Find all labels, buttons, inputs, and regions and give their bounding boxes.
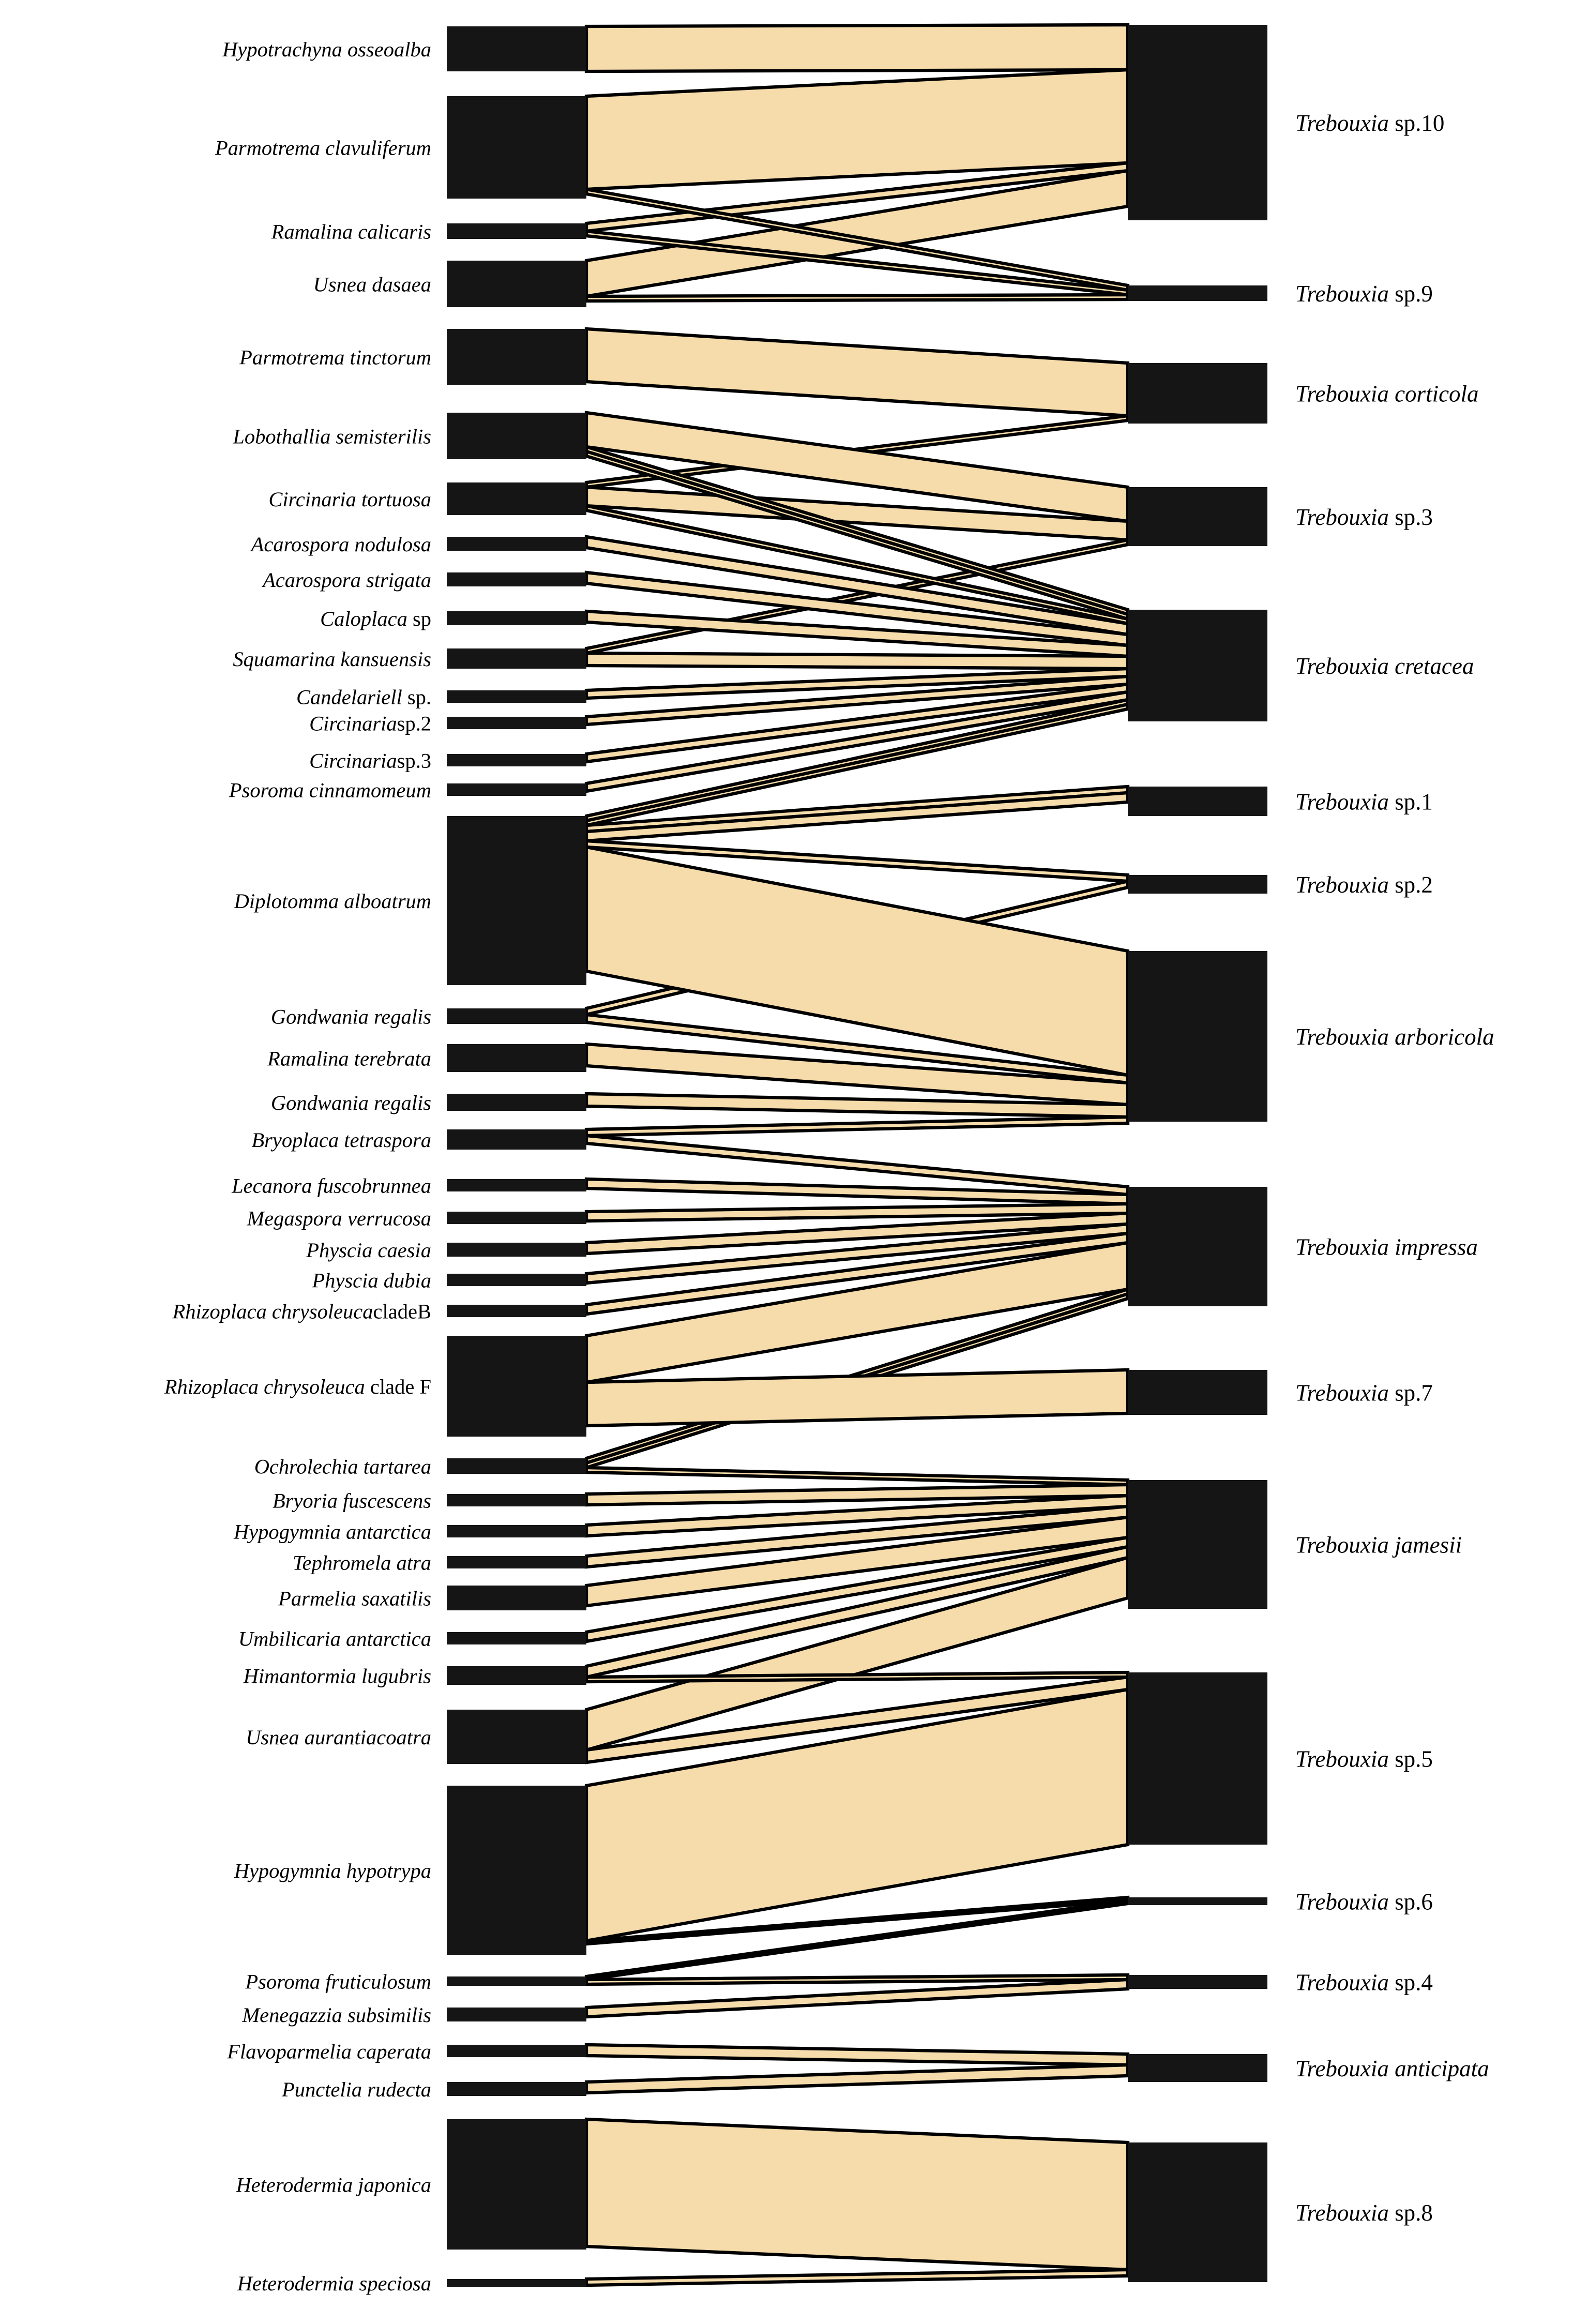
label-italic-part: Trebouxia bbox=[1295, 789, 1395, 815]
label-italic-part: Menegazzia subsimilis bbox=[242, 2003, 431, 2027]
left-node-bar-rhiz_b bbox=[447, 1305, 586, 1317]
left-node-bar-lecanora bbox=[447, 1179, 586, 1191]
label-italic-part: Trebouxia bbox=[1295, 2200, 1395, 2226]
left-node-bar-caloplaca bbox=[447, 611, 586, 625]
left-node-bar-acar_nod bbox=[447, 537, 586, 551]
left-node-label-parm_clav bbox=[215, 137, 431, 160]
label-italic-part: Trebouxia bbox=[1295, 110, 1395, 137]
label-italic-part: Caloplaca bbox=[320, 607, 413, 631]
left-node-bar-ram_cal bbox=[447, 223, 586, 239]
label-italic-part: Squamarina kansuensis bbox=[233, 647, 431, 671]
left-node-label-candelariell bbox=[296, 686, 431, 709]
label-italic-part: Lecanora fuscobrunnea bbox=[232, 1174, 431, 1198]
label-italic-part: Rhizoplaca chrysoleuca bbox=[164, 1375, 370, 1399]
label-roman-part: sp.5 bbox=[1395, 1746, 1433, 1772]
left-node-bar-phys_dubia bbox=[447, 1274, 586, 1286]
label-italic-part: Hypotrachyna osseoalba bbox=[222, 38, 431, 62]
label-italic-part: Parmotrema clavuliferum bbox=[215, 136, 431, 160]
right-node-label-cretacea bbox=[1295, 653, 1474, 679]
left-node-bar-megaspora bbox=[447, 1212, 586, 1224]
left-node-bar-ochrolechia bbox=[447, 1458, 586, 1474]
left-node-bar-usnea_das bbox=[447, 261, 586, 307]
label-italic-part: Acarospora nodulosa bbox=[251, 533, 431, 556]
label-italic-part: Circinaria bbox=[309, 712, 397, 735]
label-italic-part: Heterodermia japonica bbox=[236, 2173, 431, 2197]
label-italic-part: Trebouxia bbox=[1295, 1380, 1395, 1406]
right-node-bar-corticola bbox=[1128, 363, 1267, 424]
flow-ribbon-usnea_das-sp9 bbox=[586, 295, 1128, 301]
left-node-bar-psor_frut bbox=[447, 1976, 586, 1986]
left-node-label-usnea_das bbox=[313, 273, 431, 296]
left-node-bar-circ_sp3 bbox=[447, 754, 586, 766]
label-italic-part: Usnea dasaea bbox=[313, 273, 431, 296]
left-node-label-psor_cinn bbox=[229, 779, 431, 802]
right-node-label-sp2 bbox=[1295, 872, 1433, 898]
right-node-bar-sp9 bbox=[1128, 285, 1267, 301]
label-italic-part: Trebouxia bbox=[1295, 504, 1395, 531]
label-italic-part: Trebouxia impressa bbox=[1295, 1234, 1478, 1260]
flow-ribbon-hyp_oss-sp10 bbox=[586, 25, 1128, 71]
label-italic-part: Tephromela atra bbox=[292, 1551, 431, 1575]
label-italic-part: Punctelia rudecta bbox=[281, 2078, 431, 2102]
left-node-label-rhiz_b bbox=[172, 1300, 432, 1323]
label-roman-part: clade F bbox=[370, 1375, 431, 1399]
right-node-label-sp9 bbox=[1295, 281, 1433, 307]
right-node-label-sp8 bbox=[1295, 2200, 1433, 2226]
left-node-bar-squamarina bbox=[447, 648, 586, 669]
label-italic-part: Trebouxia anticipata bbox=[1295, 2056, 1489, 2082]
label-roman-part: sp.3 bbox=[1395, 504, 1433, 531]
label-italic-part: Lobothallia semisterilis bbox=[233, 425, 431, 448]
left-node-label-hyp_oss bbox=[222, 38, 431, 61]
label-italic-part: Ochrolechia tartarea bbox=[254, 1455, 431, 1478]
left-node-label-psor_frut bbox=[245, 1970, 431, 1994]
left-node-bar-menegazzia bbox=[447, 2008, 586, 2021]
label-italic-part: Trebouxia bbox=[1295, 1746, 1395, 1772]
left-node-bar-flavoparmelia bbox=[447, 2045, 586, 2057]
label-roman-part: cladeB bbox=[373, 1300, 431, 1323]
right-node-bar-sp7 bbox=[1128, 1370, 1267, 1415]
left-node-label-gondwania1 bbox=[271, 1005, 431, 1029]
label-roman-part: sp bbox=[412, 607, 431, 631]
label-italic-part: Ramalina terebrata bbox=[267, 1047, 431, 1070]
left-node-label-circ_sp2 bbox=[309, 712, 431, 735]
label-italic-part: Candelariell bbox=[296, 685, 407, 709]
left-node-bar-usnea_aur bbox=[447, 1710, 586, 1764]
right-node-bar-sp4 bbox=[1128, 1975, 1267, 1989]
label-italic-part: Hypogymnia hypotrypa bbox=[234, 1859, 431, 1883]
right-node-bar-sp10 bbox=[1128, 25, 1267, 220]
left-node-label-lobothallia bbox=[232, 425, 431, 448]
left-node-bar-parm_tinct bbox=[447, 329, 586, 385]
left-node-bar-het_jap bbox=[447, 2119, 586, 2250]
left-node-label-parm_sax bbox=[278, 1587, 431, 1610]
label-roman-part: sp.3 bbox=[397, 749, 431, 773]
left-node-label-punctelia bbox=[281, 2078, 431, 2101]
label-roman-part: sp.4 bbox=[1395, 1969, 1433, 1996]
label-italic-part: Physcia dubia bbox=[312, 1269, 431, 1292]
label-roman-part: sp.10 bbox=[1395, 110, 1445, 137]
label-roman-part: sp.7 bbox=[1395, 1380, 1433, 1406]
left-node-bar-acar_stri bbox=[447, 572, 586, 586]
right-node-label-sp6 bbox=[1295, 1889, 1433, 1915]
left-node-bar-diplotomma bbox=[447, 816, 586, 985]
label-roman-part: sp.1 bbox=[1395, 789, 1433, 815]
left-node-label-menegazzia bbox=[241, 2003, 431, 2027]
right-node-bar-anticipata bbox=[1128, 2054, 1267, 2082]
label-italic-part: Parmelia saxatilis bbox=[278, 1587, 431, 1610]
left-node-label-bryoplaca bbox=[251, 1128, 431, 1152]
label-italic-part: Umbilicaria antarctica bbox=[238, 1627, 431, 1651]
label-italic-part: Physcia caesia bbox=[306, 1239, 431, 1262]
right-node-label-corticola bbox=[1295, 381, 1479, 407]
left-node-bar-gondwania1 bbox=[447, 1008, 586, 1024]
left-node-bar-candelariell bbox=[447, 690, 586, 703]
label-italic-part: Acarospora strigata bbox=[263, 568, 431, 592]
left-node-bar-punctelia bbox=[447, 2082, 586, 2096]
label-italic-part: Circinaria bbox=[309, 749, 397, 773]
left-node-label-phys_caesia bbox=[306, 1239, 431, 1262]
label-italic-part: Trebouxia bbox=[1295, 281, 1395, 307]
left-node-label-hyp_hyp bbox=[234, 1859, 431, 1882]
label-italic-part: Trebouxia cretacea bbox=[1295, 653, 1474, 680]
label-italic-part: Psoroma cinnamomeum bbox=[229, 778, 431, 802]
label-italic-part: Trebouxia bbox=[1295, 1889, 1395, 1915]
label-italic-part: Gondwania regalis bbox=[270, 1091, 431, 1115]
label-roman-part: sp. bbox=[407, 685, 431, 709]
label-italic-part: Circinaria tortuosa bbox=[268, 488, 431, 511]
left-node-bar-parm_clav bbox=[447, 96, 586, 199]
label-italic-part: Trebouxia jamesii bbox=[1295, 1532, 1462, 1558]
left-node-label-bryoria bbox=[273, 1489, 431, 1513]
label-italic-part: Bryoplaca tetraspora bbox=[251, 1128, 431, 1152]
left-node-label-diplotomma bbox=[234, 889, 431, 913]
label-italic-part: Himantormia lugubris bbox=[243, 1664, 431, 1688]
right-node-label-sp5 bbox=[1295, 1746, 1433, 1772]
label-italic-part: Rhizoplaca chrysoleuca bbox=[172, 1300, 373, 1323]
label-italic-part: Usnea aurantiacoatra bbox=[246, 1726, 431, 1749]
label-roman-part: sp.2 bbox=[1395, 872, 1433, 898]
left-node-label-rhiz_f bbox=[164, 1375, 431, 1398]
left-node-bar-lobothallia bbox=[447, 413, 586, 459]
label-italic-part: Trebouxia bbox=[1295, 872, 1395, 898]
left-node-label-tephromela bbox=[293, 1551, 431, 1575]
left-node-bar-phys_caesia bbox=[447, 1243, 586, 1257]
label-italic-part: Gondwania regalis bbox=[270, 1005, 431, 1029]
left-node-label-himantormia bbox=[243, 1665, 431, 1688]
label-italic-part: Megaspora verrucosa bbox=[247, 1206, 431, 1230]
right-node-label-jamesii bbox=[1295, 1532, 1462, 1558]
left-node-bar-hyp_hyp bbox=[447, 1786, 586, 1955]
left-node-label-het_spec bbox=[237, 2272, 431, 2295]
right-node-label-sp1 bbox=[1295, 789, 1433, 815]
label-italic-part: Diplotomma alboatrum bbox=[234, 889, 431, 913]
left-node-label-ram_tereb bbox=[267, 1047, 431, 1070]
left-node-bar-het_spec bbox=[447, 2279, 586, 2287]
left-node-bar-hyp_ant bbox=[447, 1525, 586, 1537]
left-node-label-flavoparmelia bbox=[226, 2040, 431, 2063]
right-node-label-sp3 bbox=[1295, 504, 1433, 530]
left-node-label-caloplaca bbox=[320, 607, 431, 630]
label-italic-part: Trebouxia bbox=[1295, 1969, 1395, 1996]
right-node-label-sp4 bbox=[1295, 1970, 1433, 1996]
left-node-bar-bryoria bbox=[447, 1494, 586, 1506]
label-roman-part: sp.9 bbox=[1395, 281, 1433, 307]
left-node-label-megaspora bbox=[246, 1207, 431, 1230]
right-node-label-arboricola bbox=[1295, 1024, 1494, 1050]
left-node-bar-psor_cinn bbox=[447, 783, 586, 796]
left-node-label-usnea_aur bbox=[246, 1726, 431, 1749]
flow-ribbon-squamarina-cretacea bbox=[586, 653, 1128, 669]
right-node-bar-sp2 bbox=[1128, 875, 1267, 894]
right-node-bar-sp1 bbox=[1128, 787, 1267, 816]
label-roman-part: sp.2 bbox=[397, 712, 431, 735]
right-node-bar-arboricola bbox=[1128, 951, 1267, 1122]
left-node-label-lecanora bbox=[231, 1174, 431, 1198]
left-node-label-phys_dubia bbox=[311, 1269, 431, 1292]
left-node-bar-bryoplaca bbox=[447, 1129, 586, 1150]
left-node-label-het_jap bbox=[235, 2174, 431, 2197]
left-node-label-hyp_ant bbox=[233, 1520, 431, 1544]
left-node-label-gondwania2 bbox=[271, 1091, 431, 1114]
left-node-label-acar_nod bbox=[250, 533, 431, 556]
left-node-bar-rhiz_f bbox=[447, 1336, 586, 1437]
left-node-label-parm_tinct bbox=[239, 346, 431, 369]
left-node-label-circ_sp3 bbox=[309, 749, 431, 773]
left-node-bar-himantormia bbox=[447, 1666, 586, 1685]
label-italic-part: Psoroma fruticulosum bbox=[245, 1970, 431, 1994]
left-node-label-acar_stri bbox=[261, 568, 431, 592]
label-italic-part: Bryoria fuscescens bbox=[272, 1489, 431, 1513]
right-node-bar-jamesii bbox=[1128, 1480, 1267, 1609]
left-node-bar-tephromela bbox=[447, 1556, 586, 1568]
right-node-bar-sp8 bbox=[1128, 2142, 1267, 2282]
left-node-bar-ram_tereb bbox=[447, 1044, 586, 1072]
right-node-bar-sp6 bbox=[1128, 1897, 1267, 1905]
right-node-bar-cretacea bbox=[1128, 610, 1267, 721]
right-node-label-impressa bbox=[1295, 1234, 1478, 1260]
left-node-label-ram_cal bbox=[271, 220, 431, 244]
right-node-bar-sp5 bbox=[1128, 1672, 1267, 1845]
label-italic-part: Flavoparmelia caperata bbox=[227, 2040, 431, 2063]
label-italic-part: Trebouxia corticola bbox=[1295, 381, 1479, 407]
left-node-bar-circ_tort bbox=[447, 482, 586, 515]
right-node-bar-sp3 bbox=[1128, 487, 1267, 546]
label-roman-part: sp.8 bbox=[1395, 2200, 1433, 2226]
left-node-bar-parm_sax bbox=[447, 1586, 586, 1610]
left-node-bar-umbilicaria bbox=[447, 1632, 586, 1644]
label-italic-part: Heterodermia speciosa bbox=[237, 2272, 431, 2296]
flow-ribbon-het_jap-sp8 bbox=[586, 2119, 1128, 2270]
right-node-label-sp10 bbox=[1295, 110, 1444, 136]
right-node-bar-impressa bbox=[1128, 1187, 1267, 1306]
right-node-label-anticipata bbox=[1295, 2056, 1489, 2081]
label-roman-part: sp.6 bbox=[1395, 1889, 1433, 1915]
left-node-bar-circ_sp2 bbox=[447, 717, 586, 729]
left-node-bar-hyp_oss bbox=[447, 26, 586, 71]
label-italic-part: Parmotrema tinctorum bbox=[239, 345, 431, 369]
right-node-label-sp7 bbox=[1295, 1380, 1433, 1406]
left-node-label-ochrolechia bbox=[254, 1455, 431, 1478]
left-node-label-squamarina bbox=[233, 647, 431, 671]
label-italic-part: Ramalina calicaris bbox=[271, 220, 431, 244]
left-node-label-umbilicaria bbox=[238, 1627, 431, 1651]
left-node-bar-gondwania2 bbox=[447, 1094, 586, 1111]
label-italic-part: Trebouxia arboricola bbox=[1295, 1024, 1494, 1050]
left-node-label-circ_tort bbox=[268, 488, 431, 511]
label-italic-part: Hypogymnia antarctica bbox=[233, 1520, 431, 1544]
